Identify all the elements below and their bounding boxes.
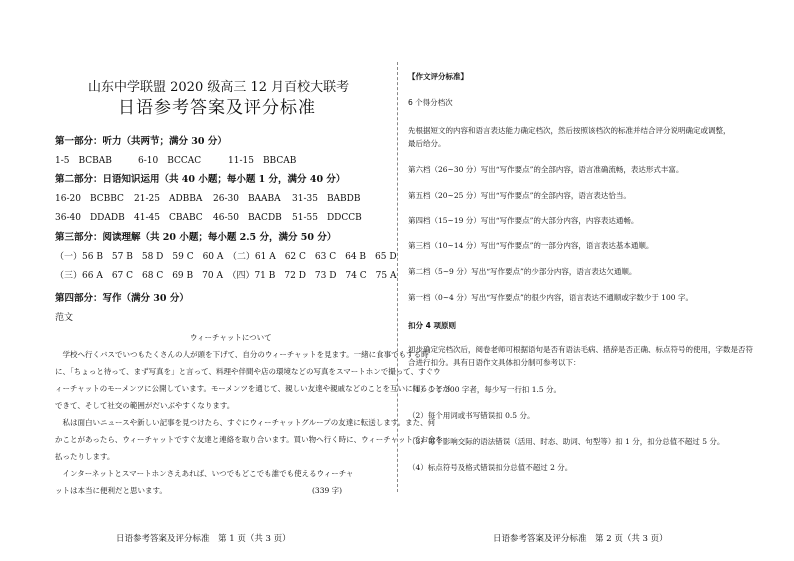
part2-heading: 第二部分：日语知识运用（共 40 小题；每小题 1 分，满分 40 分） — [55, 174, 346, 185]
grade-item: 第五档（20~25 分）写出“写作要点”的全部内容，语言表达恰当。 — [408, 191, 631, 200]
part3-heading: 第三部分：阅读理解（共 20 小题；每小题 2.5 分，满分 50 分） — [55, 232, 337, 243]
page-divider — [397, 62, 398, 492]
deduct-rule: （1）少于 300 字者，每少写一行扣 1.5 分。 — [408, 385, 562, 394]
grade-item: 第二档（5~9 分）写出“写作要点”的少部分内容，语言表达欠通顺。 — [408, 267, 637, 276]
essay-line: ィーチャットのモーメンツに公開しています。モーメンツを通じて、親しい友達や親戚などのことを互いに知ることが — [55, 384, 451, 393]
essay-line: できて、そして社交の範囲がだいぶやすくなります。 — [55, 401, 235, 410]
deduct-title: 扣分 4 项原则 — [408, 321, 456, 330]
deduct-intro: 初步确定完档次后，阅卷老师可根据语句是否有语法毛病、措辞是否正确、标点符号的使用，字数是否符 — [408, 345, 753, 354]
grade-item: 第六档（26~30 分）写出“写作要点”的全部内容，语言准确流畅，表达形式丰富。 — [408, 165, 684, 174]
essay-line: 私は面白いニュースや新しい記事を見つけたら、すぐにウィーチャットグループの友達に転送します。また、何 — [55, 418, 436, 427]
grade-item: 第三档（10~14 分）写出“写作要点”的一部分内容，语言表达基本通顺。 — [408, 241, 654, 250]
essay-line: 払ったりします。 — [55, 452, 115, 461]
essay-line: に、「ちょっと待って、まず写真を」と言って、料理や伴間や店の環境などの写真をスマートホンで撮って、すぐウ — [55, 367, 441, 376]
word-count: (339 字) — [312, 486, 343, 495]
part1-answers-2: 6-10 BCCAC — [138, 156, 202, 166]
essay-title: ウィーチャットについて — [190, 333, 272, 342]
deduct-intro: 合进行扣分。具有日语作文具体扣分制可参考以下： — [408, 358, 581, 367]
part2-answers: 31-35 BABDB — [292, 194, 361, 204]
part1-answers-3: 11-15 BBCAB — [228, 156, 297, 166]
sample-label: 范文 — [55, 313, 74, 323]
part2-answers: 26-30 BAABA — [213, 194, 281, 204]
part2-answers: 21-25 ADBBA — [134, 194, 203, 204]
part2-answers: 36-40 DDADB — [55, 213, 125, 223]
grade-item: 第一档（0~4 分）写出“写作要点”的很少内容，语言表达不通顺或字数少于 100 字。 — [408, 293, 693, 302]
part2-answers: 46-50 BACDB — [213, 213, 282, 223]
essay-line: かことがあったら、ウィーチャットですぐ友達と連絡を取り合います。買い物へ行く時に、ウィーチャットでお金を — [55, 435, 443, 444]
part2-answers: 41-45 CBABC — [134, 213, 203, 223]
deduct-rule: （2）每个用词或书写错误扣 0.5 分。 — [408, 411, 535, 420]
part3-answers-2: （三）66 A 67 C 68 C 69 B 70 A （四）71 B 72 D 73 D 74 C 75 A — [55, 271, 397, 281]
essay-line: ットは本当に便利だと思います。 — [55, 486, 167, 495]
part2-answers: 51-55 DDCCB — [292, 213, 362, 223]
essay-line: 学校へ行くバスでいつもたくさんの人が頭を下げて、自分のウィーチャットを見ます。一緒に食事でもする時 — [55, 350, 429, 359]
part4-heading: 第四部分：写作（满分 30 分） — [55, 293, 189, 304]
deduct-rule: （4）标点符号及格式错误扣分总值不超过 2 分。 — [408, 463, 573, 472]
part3-answers-1: （一）56 B 57 B 58 D 59 C 60 A （二）61 A 62 C 63 C 64 B 65 D — [55, 252, 397, 262]
part1-answers-1: 1-5 BCBAB — [55, 156, 112, 166]
intro-line: 先根据短文的内容和语言表达能力确定档次，然后按照该档次的标准并结合评分说明确定或调整， — [408, 126, 731, 135]
page-footer: 日语参考答案及评分标准 第 2 页（共 3 页） — [493, 534, 668, 544]
grades-title: 6 个得分档次 — [408, 98, 453, 107]
page-footer: 日语参考答案及评分标准 第 1 页（共 3 页） — [116, 534, 291, 544]
essay-line: インターネットとスマートホンさえあれば、いつでもどこでも誰でも使えるウィーチャ — [55, 469, 354, 478]
deduct-rule: （3）每个影响交际的语法错误（活用、时态、助词、句型等）扣 1 分，扣分总值不超过 5 分。 — [408, 437, 725, 446]
exam-title: 山东中学联盟 2020 级高三 12 月百校大联考 — [88, 80, 350, 95]
grade-item: 第四档（15~19 分）写出“写作要点”的大部分内容，内容表达通畅。 — [408, 216, 639, 225]
document-title: 日语参考答案及评分标准 — [118, 98, 316, 118]
scoring-heading: 【作文评分标准】 — [408, 72, 468, 81]
intro-line: 最后给分。 — [408, 139, 446, 148]
part1-heading: 第一部分：听力（共两节；满分 30 分） — [55, 136, 227, 147]
part2-answers: 16-20 BCBBC — [55, 194, 124, 204]
